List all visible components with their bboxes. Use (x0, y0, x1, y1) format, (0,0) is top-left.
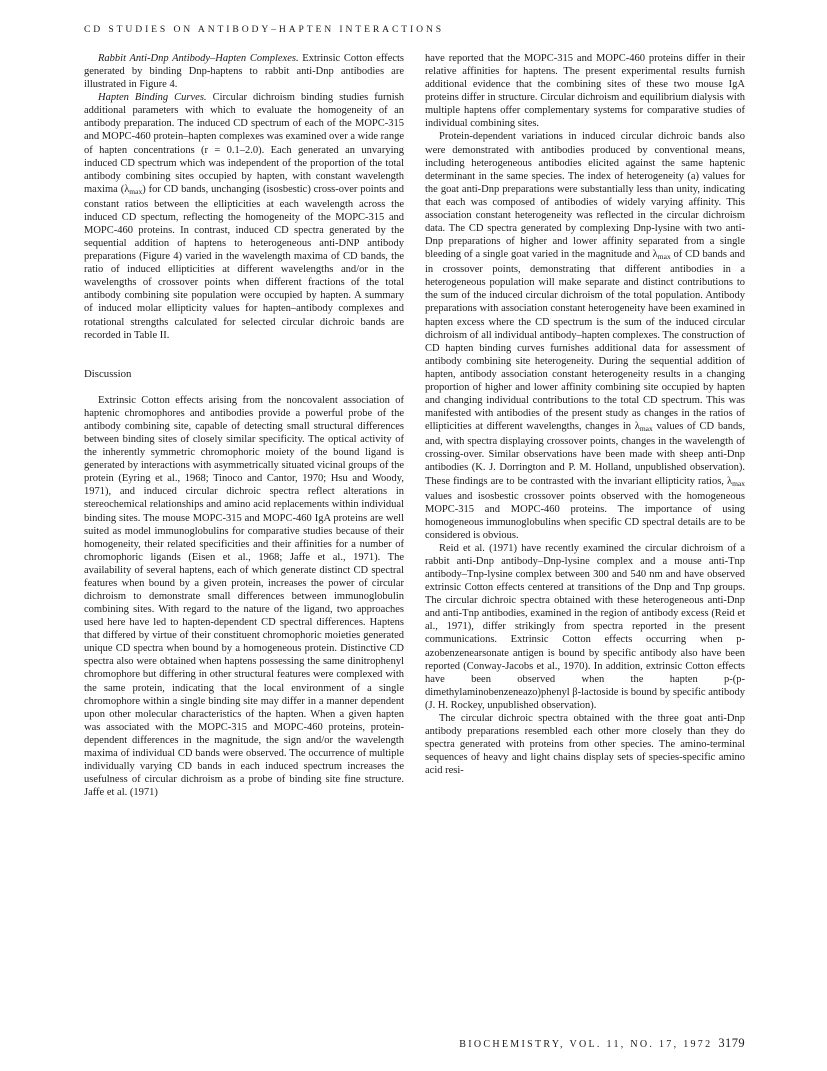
subscript: max (129, 186, 143, 196)
subscript: max (657, 252, 671, 262)
paragraph-protein-variations (425, 130, 745, 541)
right-column (425, 52, 745, 777)
paragraph-text: Circular dichroism binding studies furnish additional parameters with which to evaluate the homogeneity of an antibody preparation. The induced CD spectrum of each of the MOPC-315 and MOPC-460 protein–hapten complexes was examined over a wide range of hapten concentrations (r = 0.1–2.0). Each generated an unvarying induced CD spectrum which was independent of the proportion of the total antibody combining sites occupied by hapten, with constant wavelength maxima (λ (84, 92, 405, 195)
paragraph-discussion-1: Extrinsic Cotton effects arising from the noncovalent association of haptenic chromophores and antibodies provide a powerful probe of the antibody combining site, capable of detecting small structural differences between binding sites of closely similar specificity. The optical activity of the inherently symmetric chromophoric moiety of the bound ligand is generated by interactions with asymmetrically situated vicinal groups of the protein (Eyring et al., 1968; Tinoco and Cantor, 1970; Hsu and Woody, 1971), and induced circular dichroic spectra reflect alterations in stereochemical relationships and amino acid replacements within individual binding sites. The mouse MOPC-315 and MOPC-460 IgA proteins are well suited as model immunoglobulins for comparative studies because of their homogeneity, their related specificities and their affinities for a number of chromophoric ligands (Eisen et al., 1968; Jaffe et al., 1971). The availability of several haptens, each of which generate distinct CD spectral features when bound by a given protein, increases the power of circular dichroism to demonstrate small differences between immunoglobulin combining sites. With regard to the nature of the ligand, two approaches used here have led to hapten-dependent CD spectral differences. Haptens that differed by virtue of their constituent chromophoric moieties generated unique CD spectra when bound by a homogeneous protein. Distinctive CD spectra also were obtained when haptens possessing the same dinitrophenyl chromophore but differing in other structural features were complexed with the same protein, indicating that the local environment of a single chromophore within a single binding site may differ in a manner dependent upon other molecular characteristics of the hapten. When a given hapten was associated with the MOPC-315 and MOPC-460 proteins, protein-dependent differences in the magnitude, the sign and/or the wavelength maxima of individual CD bands were observed. The occurrence of multiple individually varying CD bands in each induced spectrum increases the usefulness of circular dichroism as a probe of binding site fine structure. Jaffe et al. (1971) (84, 394, 404, 799)
paragraph-text: Protein-dependent variations in induced circular dichroic bands also were demonstrated with antibodies produced by conventional means, including heterogeneous antibodies elicited against the same haptenic determinant in the same species. The index of heterogeneity (a) values for the goat anti-Dnp preparations were substantially less than unity, indicating that each was composed of antibodies of widely varying affinity. This association constant heterogeneity was reflected in the circular dichroism data. The CD spectra generated by complexing Dnp-lysine with two anti-Dnp preparations of higher and lower affinity separated from a single bleeding of a single goat varied in the magnitude and λ (425, 131, 745, 261)
paragraph-continued: have reported that the MOPC-315 and MOPC-460 proteins differ in their relative affinities for haptens. The present experimental results furnish additional evidence that the combining sites of these two mouse IgA proteins differ in structure. Circular dichroism and equilibrium dialysis with multiple haptens offer complementary systems for comparative studies of individual combining sites. (425, 53, 745, 130)
paragraph-goat-spectra: The circular dichroic spectra obtained with the three goat anti-Dnp antibody preparations resembled each other more closely than they do spectra generated with proteins from other species. The amino-terminal sequences of heavy and light chains display sets of species-specific amino acid resi- (425, 712, 745, 777)
paragraph-text: Extrinsic Cotton effects generated by binding Dnp-haptens to rabbit anti-Dnp antibodies are illustrated in Figure 4. (84, 53, 404, 91)
section-heading-discussion: Discussion (84, 367, 132, 380)
paragraph-text: values of CD bands, and, with spectra displaying crossover points, changes in the wavelength of crossing-over. Similar observations have been made with sheep anti-Dnp antibodies (K. J. Dorrington and P. M. Holland, unpublished observation). These findings are to be contrasted with the invariant ellipticity ratios, λ (425, 421, 745, 487)
paragraph-text: of CD bands and in crossover points, demonstrating that different antibodies in a heterogeneous population will make separate and distinct contributions to the sum of the induced circular dichroism of the total population. Antibody preparations with association constant heterogeneity have been examined in hapten excess where the CD spectrum is the sum of the induced circular dichroism of all individual antibody–hapten complexes. The construction of CD hapten binding curves furnishes additional data for assessment of antibody combining site heterogeneity. During the sequential addition of hapten, antibody association constant heterogeneity results in a changing proportion of higher and lower affinity combining site occupied by hapten and changing individual contributions to the total CD spectrum. This was manifested with antibodies of the present study as changes in the ratios of ellipticities at different wavelengths, changes in λ (425, 249, 745, 433)
paragraph-lead-in: Hapten Binding Curves. (98, 92, 207, 104)
paragraph-text: values and isosbestic crossover points observed with the homogeneous MOPC-315 and MOPC-460 proteins. The importance of using homogeneous immunoglobulins when specific CD spectral details are to be considered is obvious. (425, 490, 745, 541)
subscript: max (639, 424, 653, 434)
running-title: CD STUDIES ON ANTIBODY–HAPTEN INTERACTIONS (84, 24, 445, 35)
page-number: 3179 (718, 1036, 745, 1050)
subscript: max (732, 478, 745, 488)
paragraph-text: ) for CD bands, unchanging (isosbestic) cross-over points and constant ratios between the ellipticities at each wavelength across the induced CD spectum, reflecting the homogeneity of the MOPC-315 and MOPC-460 proteins. In contrast, induced CD spectra generated by the sequential addition of haptens to heterogeneous anti-DNP antibody preparations (Figure 4) varied in the wavelength maxima of CD bands, the ratio of induced ellipticities at different wavelengths and/or in the wavelengths of crossover points when different fractions of the total antibody combining site population were occupied by hapten. A summary of induced molar ellipticity values for hapten–antibody complexes and rotational strengths calculated for selected circular dichroic bands are recorded in Table II. (84, 183, 404, 341)
paragraph-rabbit-complexes (84, 52, 404, 91)
page-footer (425, 1036, 745, 1051)
left-column (84, 52, 404, 799)
paragraph-reid: Reid et al. (1971) have recently examined the circular dichroism of a rabbit anti-Dnp antibody–Dnp-lysine complex and a mouse anti-Tnp antibody–Tnp-lysine complex between 300 and 540 nm and have observed extrinsic Cotton effects centered at transitions of the Dnp and Tnp groups. The circular dichroic spectra obtained with these heterogeneous anti-Dnp and anti-Tnp antibodies, examined in the region of antibody excess (Reid et al., 1971), differ strikingly from spectra reported in the present communications. Extrinsic Cotton effects occurring when p-azobenzenearsonate antigen is bound by specific antibody also have been reported (Conway-Jacobs et al., 1970). In addition, extrinsic Cotton effects have been observed when the hapten p-(p-dimethylaminobenzeneazo)phenyl β-lactoside is bound by specific antibody (J. H. Rockey, unpublished observation). (425, 542, 745, 711)
paragraph-lead-in: Rabbit Anti-Dnp Antibody–Hapten Complexes. (98, 53, 299, 64)
paragraph-hapten-binding (84, 91, 404, 341)
journal-citation: BIOCHEMISTRY, VOL. 11, NO. 17, 1972 (459, 1039, 713, 1050)
